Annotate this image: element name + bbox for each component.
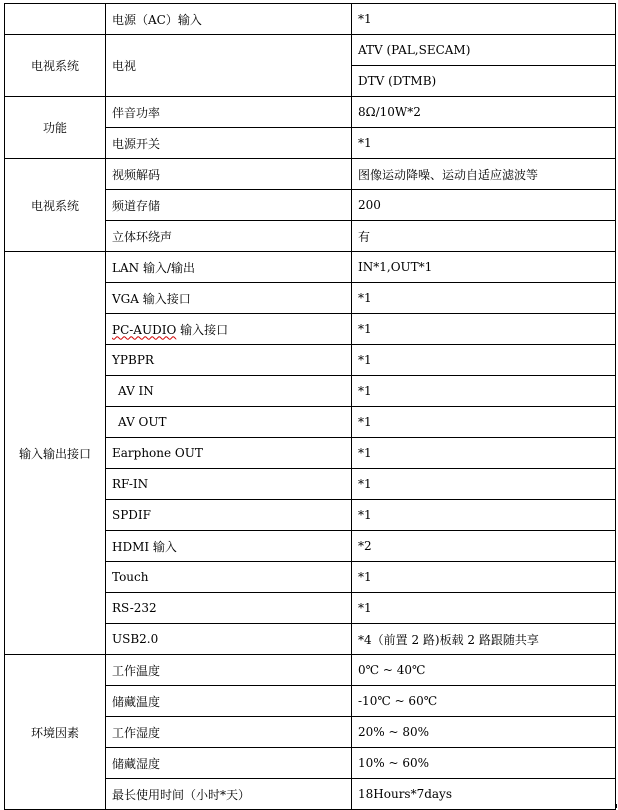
item-cell: 视频解码 <box>106 159 352 190</box>
item-cell: RF-IN <box>106 469 352 500</box>
item-cell: 伴音功率 <box>106 97 352 128</box>
value-cell: ATV (PAL,SECAM) <box>352 35 616 66</box>
category-cell: 电视系统 <box>5 35 106 97</box>
value-cell: *1 <box>352 469 616 500</box>
value-cell: *1 <box>352 345 616 376</box>
item-cell: 储藏温度 <box>106 686 352 717</box>
item-cell: VGA 输入接口 <box>106 283 352 314</box>
item-cell: 电源开关 <box>106 128 352 159</box>
table-row <box>5 159 616 190</box>
value-cell: 8Ω/10W*2 <box>352 97 616 128</box>
item-cell: AV OUT <box>106 407 352 438</box>
value-cell: -10℃ ~ 60℃ <box>352 686 616 717</box>
value-cell: 0℃ ~ 40℃ <box>352 655 616 686</box>
value-cell: 20% ~ 80% <box>352 717 616 748</box>
value-cell: *1 <box>352 128 616 159</box>
item-cell: HDMI 输入 <box>106 531 352 562</box>
table-row <box>5 35 616 66</box>
value-cell: 图像运动降噪、运动自适应滤波等 <box>352 159 616 190</box>
category-cell: 输入输出接口 <box>5 252 106 655</box>
value-cell: 10% ~ 60% <box>352 748 616 779</box>
value-cell: DTV (DTMB) <box>352 66 616 97</box>
value-cell: *1 <box>352 4 616 35</box>
value-cell: *1 <box>352 283 616 314</box>
value-cell: IN*1,OUT*1 <box>352 252 616 283</box>
value-cell: 200 <box>352 190 616 221</box>
value-cell: 有 <box>352 221 616 252</box>
item-cell: USB2.0 <box>106 624 352 655</box>
category-cell: 环境因素 <box>5 655 106 810</box>
table-row <box>5 97 616 128</box>
item-cell: YPBPR <box>106 345 352 376</box>
item-cell: 电源（AC）输入 <box>106 4 352 35</box>
value-cell: *1 <box>352 407 616 438</box>
spec-table <box>4 3 616 810</box>
category-cell: 功能 <box>5 97 106 159</box>
item-cell: 工作温度 <box>106 655 352 686</box>
item-cell: 储藏湿度 <box>106 748 352 779</box>
column-divider <box>105 804 106 808</box>
value-cell: *2 <box>352 531 616 562</box>
item-suffix: 输入接口 <box>176 322 229 337</box>
table-row <box>5 4 616 35</box>
item-cell: 最长使用时间（小时*天） <box>106 779 352 810</box>
item-cell: RS-232 <box>106 593 352 624</box>
item-cell: AV IN <box>106 376 352 407</box>
column-divider <box>351 804 352 808</box>
category-cell-empty <box>5 4 106 35</box>
next-row-edge <box>4 804 617 808</box>
value-cell: *1 <box>352 562 616 593</box>
spellcheck-underlined-text: PC-AUDIO <box>112 322 177 337</box>
category-cell: 电视系统 <box>5 159 106 252</box>
value-cell: 18Hours*7days <box>352 779 616 810</box>
value-cell: *1 <box>352 376 616 407</box>
value-cell: *1 <box>352 438 616 469</box>
item-cell: 工作湿度 <box>106 717 352 748</box>
item-cell: SPDIF <box>106 500 352 531</box>
item-cell: 频道存储 <box>106 190 352 221</box>
item-cell: 电视 <box>106 35 352 97</box>
value-cell: *1 <box>352 500 616 531</box>
item-cell: 立体环绕声 <box>106 221 352 252</box>
item-cell: LAN 输入/输出 <box>106 252 352 283</box>
value-cell: *1 <box>352 314 616 345</box>
item-cell <box>106 314 352 345</box>
table-row <box>5 655 616 686</box>
item-cell: Touch <box>106 562 352 593</box>
value-cell: *1 <box>352 593 616 624</box>
item-cell: Earphone OUT <box>106 438 352 469</box>
table-row <box>5 252 616 283</box>
value-cell: *4（前置 2 路)板载 2 路跟随共享 <box>352 624 616 655</box>
